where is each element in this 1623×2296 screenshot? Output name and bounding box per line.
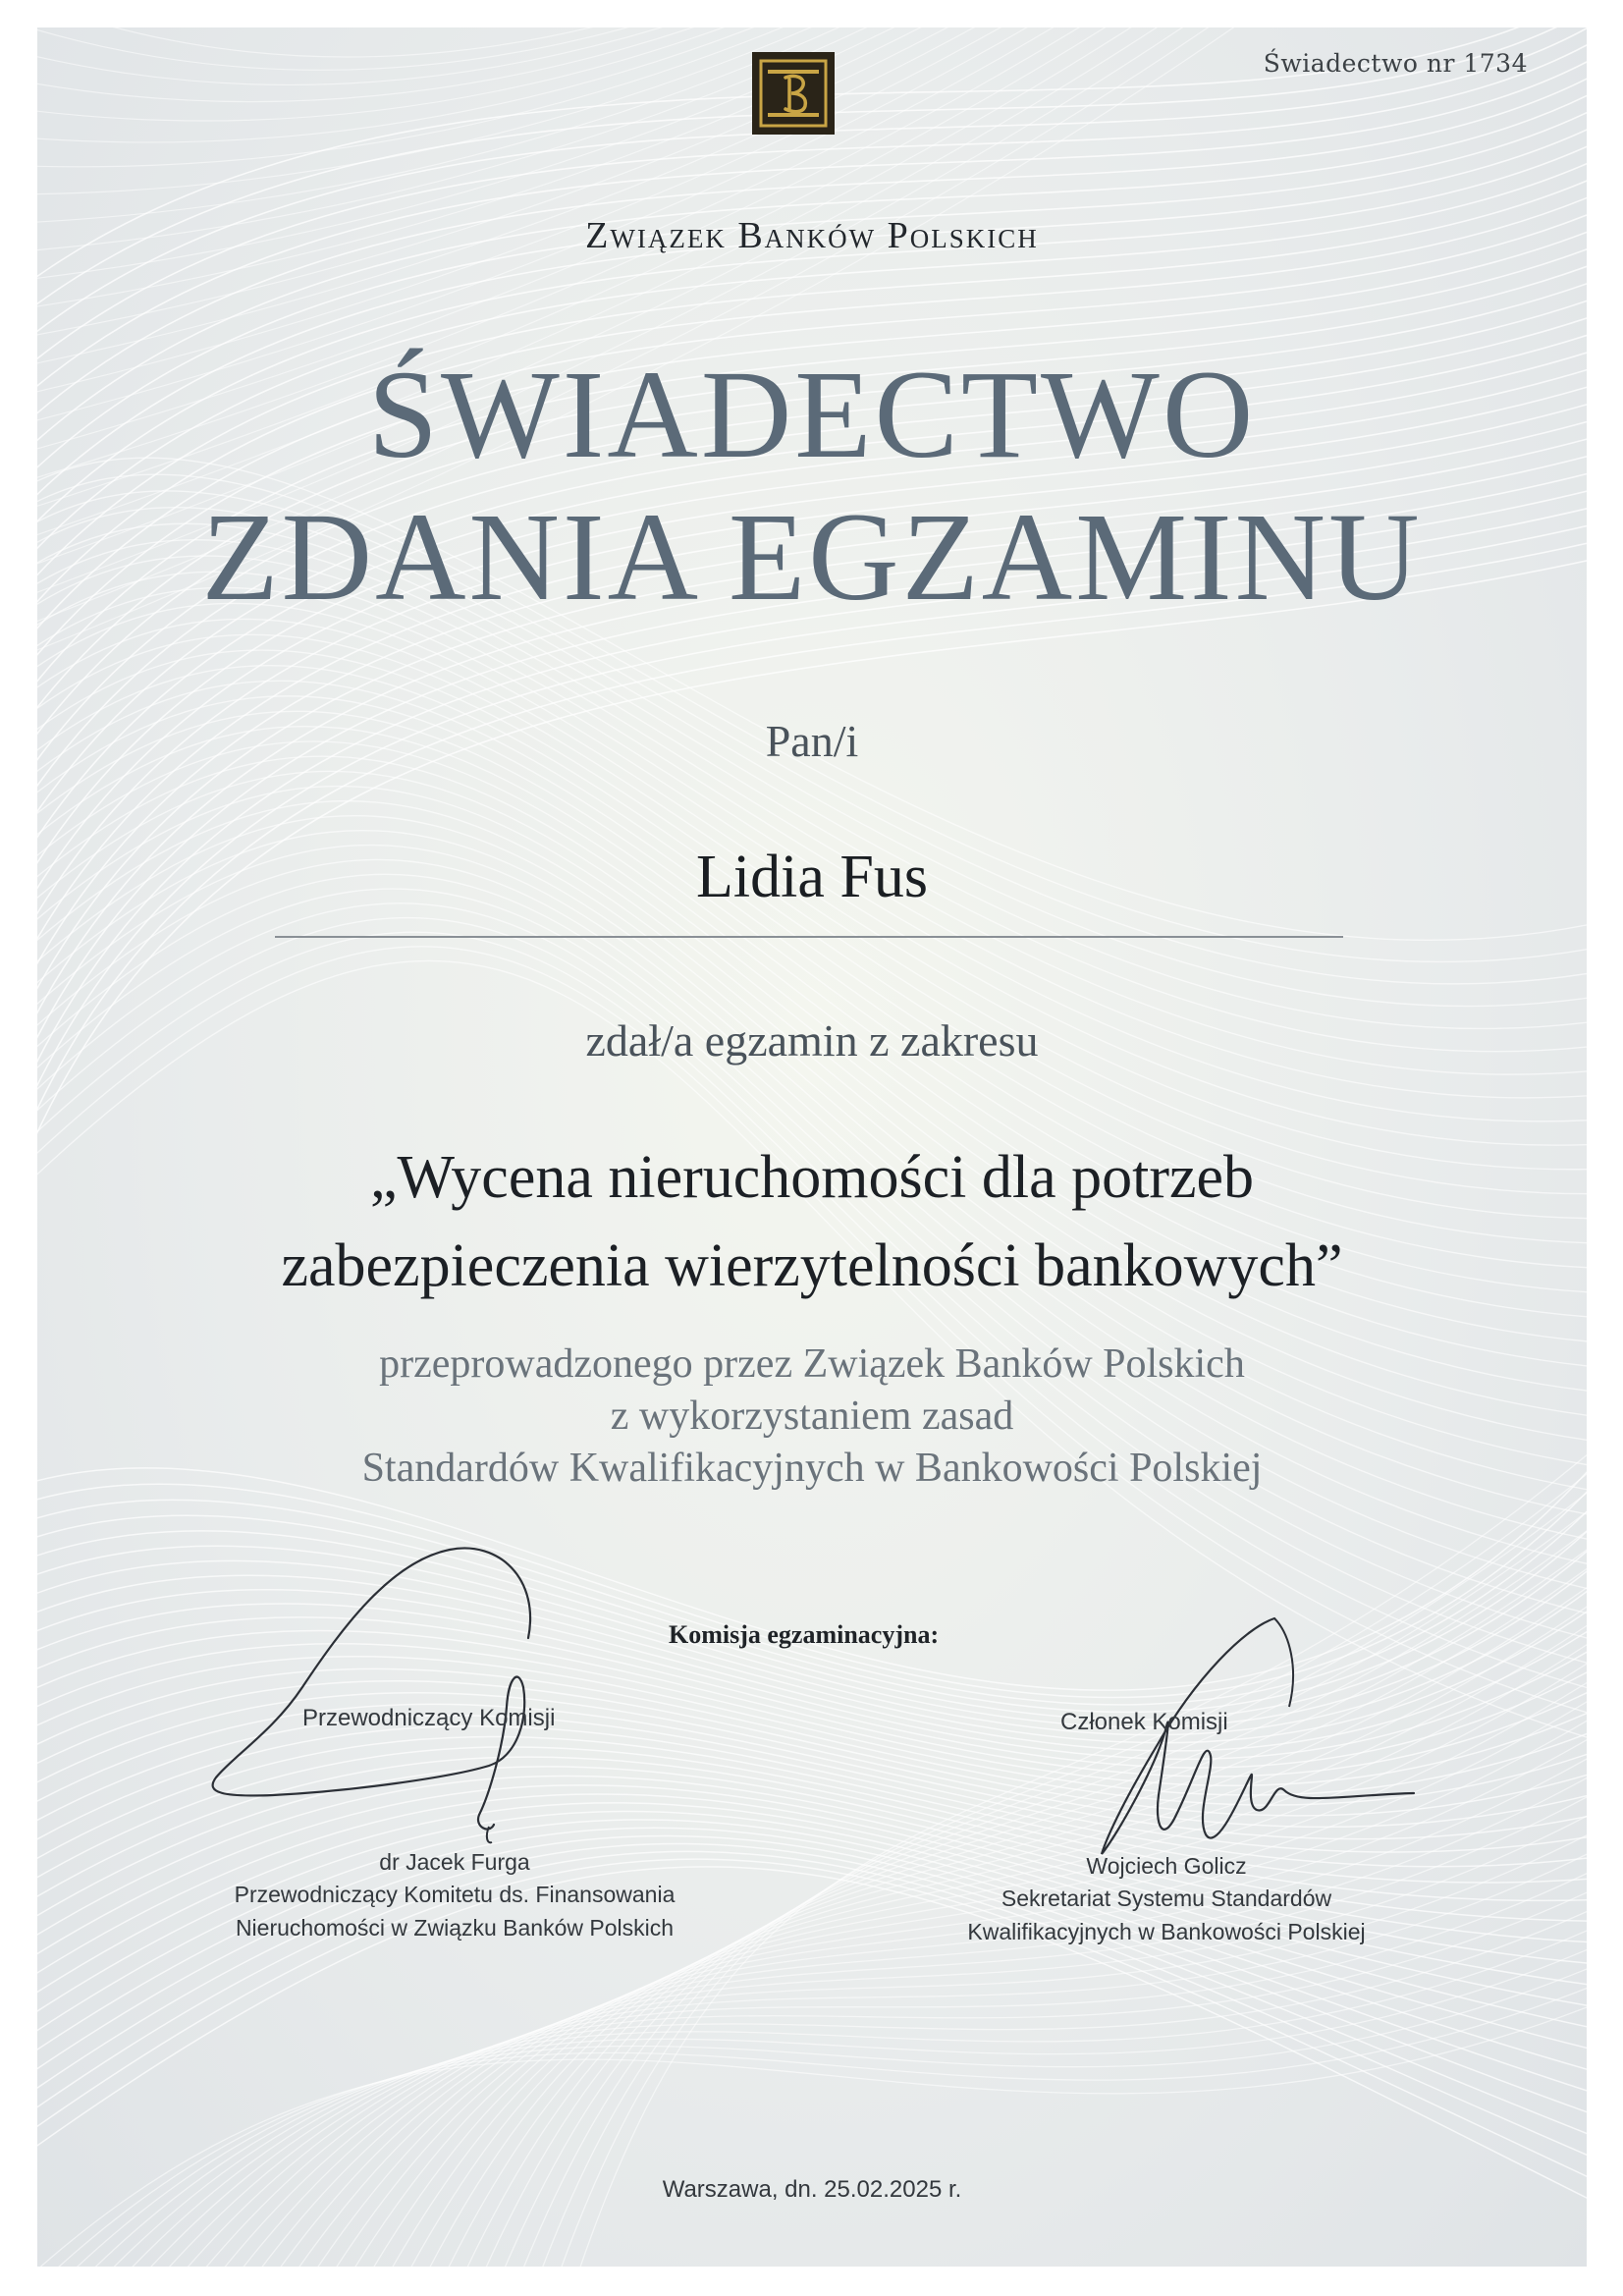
chair-title-line-1: Przewodniczący Komitetu ds. Finansowania xyxy=(234,1882,676,1908)
description-line-3: Standardów Kwalifikacyjnych w Bankowości Polskiej xyxy=(361,1446,1263,1491)
member-name: Wojciech Golicz xyxy=(1086,1853,1247,1879)
chair-role-label: Przewodniczący Komisji xyxy=(302,1705,556,1731)
member-details xyxy=(921,1850,1412,1948)
organization-name: Związek Banków Polskich xyxy=(585,215,1039,256)
place-and-date: Warszawa, dn. 25.02.2025 r. xyxy=(662,2176,962,2203)
salutation: Pan/i xyxy=(765,716,859,766)
recipient-name: Lidia Fus xyxy=(696,844,928,910)
zbp-logo xyxy=(752,52,835,135)
certificate-title-line-2: ZDANIA EGZAMINU xyxy=(201,487,1423,627)
member-role-label: Członek Komisji xyxy=(1060,1709,1228,1735)
certificate-number: Świadectwo nr 1734 xyxy=(1263,49,1528,78)
passed-exam-text: zdał/a egzamin z zakresu xyxy=(585,1015,1039,1066)
certificate-sheet xyxy=(37,27,1587,2267)
name-underline xyxy=(275,936,1343,938)
course-title-line-1: „Wycena nieruchomości dla potrzeb xyxy=(369,1144,1255,1211)
course-title-line-2: zabezpieczenia wierzytelności bankowych” xyxy=(281,1232,1343,1299)
member-title-line-2: Kwalifikacyjnych w Bankowości Polskiej xyxy=(967,1918,1366,1944)
committee-label: Komisja egzaminacyjna: xyxy=(669,1620,940,1649)
certificate-title-line-1: ŚWIADECTWO xyxy=(367,345,1257,484)
member-title-line-1: Sekretariat Systemu Standardów xyxy=(1001,1886,1332,1912)
description-line-1: przeprowadzonego przez Związek Banków Polskich xyxy=(379,1341,1245,1387)
chair-details xyxy=(189,1846,720,1944)
chair-signature xyxy=(194,1520,607,1874)
chair-name: dr Jacek Furga xyxy=(379,1849,530,1875)
chair-title-line-2: Nieruchomości w Związku Banków Polskich xyxy=(235,1914,675,1941)
description-line-2: z wykorzystaniem zasad xyxy=(610,1394,1014,1439)
